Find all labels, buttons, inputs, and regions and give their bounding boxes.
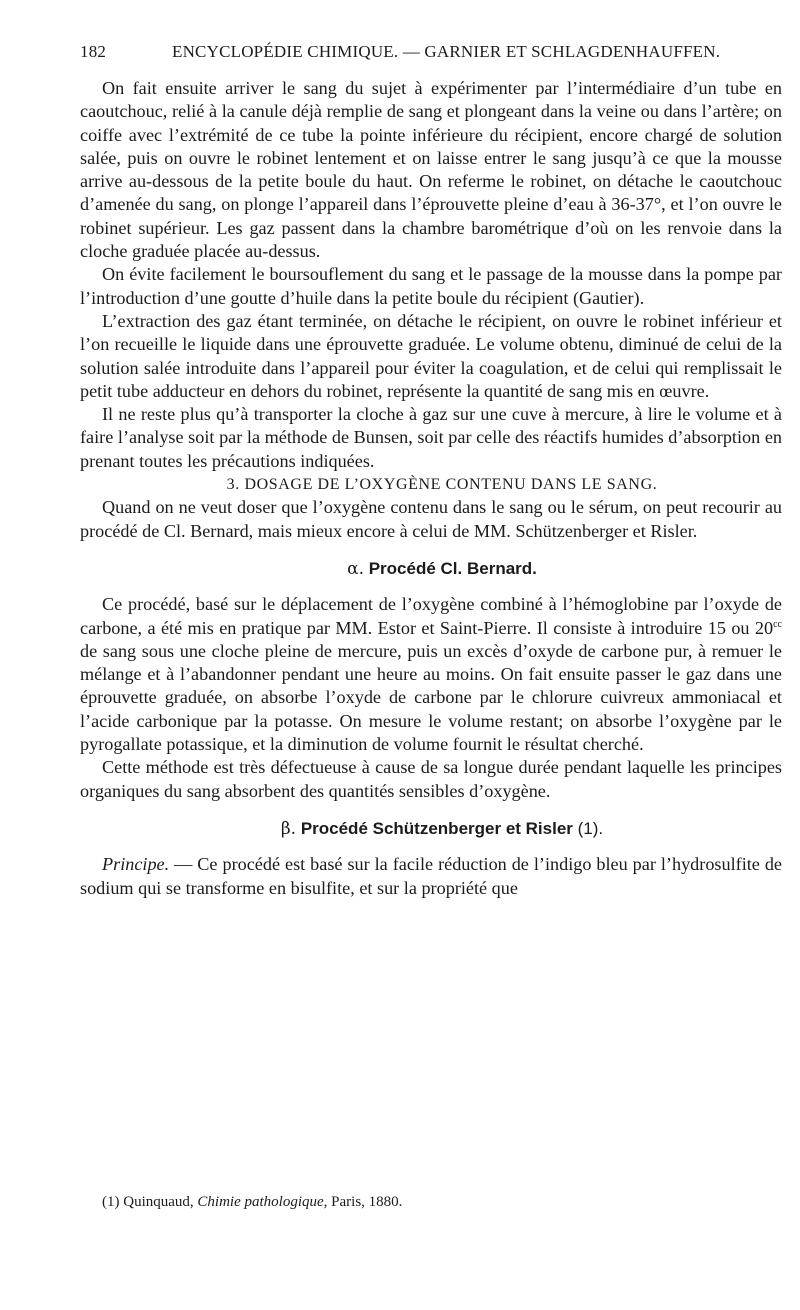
footnote-publication: , Paris, 1880. — [323, 1194, 403, 1210]
spacer — [80, 803, 782, 817]
paragraph-bernard-procedure — [80, 593, 782, 756]
spacer — [80, 841, 782, 853]
footnote-work-title: Chimie pathologique — [197, 1194, 324, 1210]
paragraph-gas-analysis: Il ne reste plus qu’à transporter la cloche à gaz sur une cuve à mercure, à lire le volume et à faire l’analyse soit par la méthode de Bunsen, soit par celle des réactifs humides d’absorption en prenant toutes les précautions indiquées. — [80, 404, 782, 471]
paragraph-oxygen-methods: Quand on ne veut doser que l’oxygène contenu dans le sang ou le sérum, on peut recourir au procédé de Cl. Bernard, mais mieux encore à celui de MM. Schützenberger et Risler. — [80, 497, 782, 541]
alpha-letter: α. — [347, 558, 364, 579]
paragraph-principle — [80, 853, 782, 900]
bernard-title-text: Procédé Cl. Bernard. — [368, 558, 537, 578]
section-title-oxygen-dosage: 3. DOSAGE DE L’OXYGÈNE CONTENU DANS LE SANG. — [226, 476, 658, 494]
page-number: 182 — [80, 42, 107, 61]
footnote — [102, 1194, 782, 1211]
body-text — [80, 77, 782, 900]
subsection-title-schutzenberger — [80, 817, 782, 841]
footnote-author: Quinquaud, — [123, 1194, 194, 1210]
cc-unit: cc — [773, 618, 782, 630]
principle-text: — Ce procédé est basé sur la facile réduction de l’indigo bleu par l’hydrosulfite de sodium qui se transforme en bisulfite, et sur la propriété que — [80, 854, 782, 898]
subsection-title-bernard — [80, 557, 782, 581]
paragraph-bernard-defect: Cette méthode est très défectueuse à cause de sa longue durée pendant laquelle les principes organiques du sang absorbent des quantités sensibles d’oxygène. — [80, 757, 782, 801]
schutzenberger-title-text: Procédé Schützenberger et Risler — [300, 818, 573, 838]
spacer — [80, 581, 782, 593]
beta-letter: β. — [280, 818, 297, 839]
footnote-reference: (1). — [577, 818, 604, 838]
bernard-text-part2: de sang sous une cloche pleine de mercure, puis un excès d’oxyde de carbone pur, à remuer le mélange et à l’abandonner pendant une heure au moins. On fait ensuite passer le gaz dans une éprouvette graduée, on absorbe l’oxyde de carbone par le chlorure cuivreux ammoniacal et l’acide carbonique par la potasse. On mesure le volume restant; on absorbe l’oxygène par le pyrogallate potassique, et la diminution de volume fournit le résultat cherché. — [80, 640, 782, 755]
paragraph-gas-extraction: L’extraction des gaz étant terminée, on détache le récipient, on ouvre le robinet inférieur et l’on recueille le liquide dans une éprouvette graduée. Le volume obtenu, diminué de celui de la solution salée introduite dans l’appareil pour éviter la coagulation, et de celui qui remplissait le petit tube adducteur en dehors du robinet, représente la quantité de sang mis en œuvre. — [80, 310, 782, 401]
spacer — [80, 543, 782, 557]
paragraph-foam-prevention: On évite facilement le boursouflement du sang et le passage de la mousse dans la pompe par l’introduction d’une goutte d’huile dans la petite boule du récipient (Gautier). — [80, 264, 782, 308]
running-title: ENCYCLOPÉDIE CHIMIQUE. — GARNIER ET SCHLAGDENHAUFFEN. — [172, 42, 721, 61]
principle-label: Principe. — [102, 854, 170, 875]
footnote-marker: (1) — [102, 1194, 120, 1210]
bernard-text-part1: Ce procédé, basé sur le déplacement de l’oxygène combiné à l’hémoglobine par l’oxyde de carbone, a été mis en pratique par MM. Estor et Saint-Pierre. Il consiste à introduire 15 ou 20 — [80, 594, 782, 638]
paragraph-blood-transfer: On fait ensuite arriver le sang du sujet à expérimenter par l’intermédiaire d’un tube en caoutchouc, relié à la canule déjà remplie de sang et plongeant dans la veine ou dans l’artère; on coiffe avec l’extrémité de ce tube la pointe inférieure du récipient, encore chargé de solution salée, puis on ouvre le robinet lentement et on laisse entrer le sang jusqu’à ce que la mousse arrive au-dessous de la petite boule du haut. On referme le robinet, on détache le caoutchouc d’amenée du sang, on plonge l’appareil dans l’éprouvette pleine d’eau à 36-37°, et l’on ouvre le robinet supérieur. Les gaz passent dans la chambre barométrique d’où on les renvoie dans la cloche graduée placée au-dessus. — [80, 78, 782, 262]
